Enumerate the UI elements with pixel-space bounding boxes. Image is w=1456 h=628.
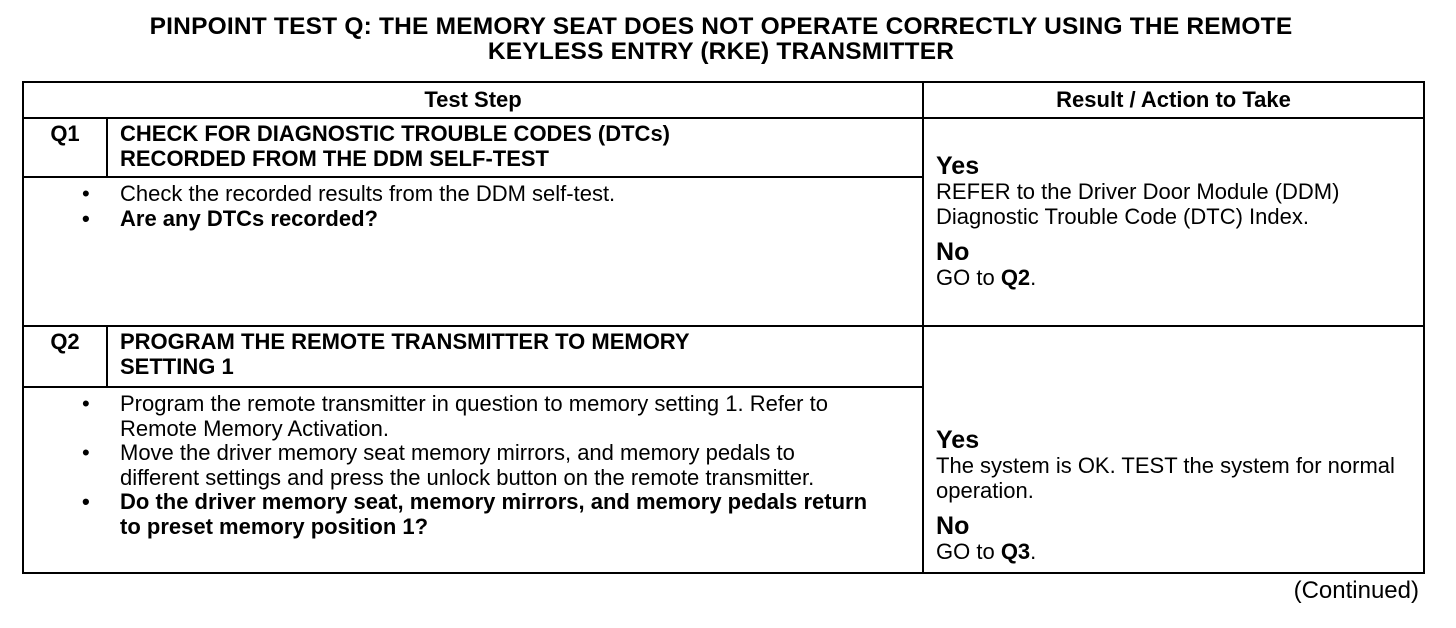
- result-header: Result / Action to Take: [923, 82, 1424, 118]
- no-action-prefix: GO to: [936, 265, 1001, 291]
- table-header-row: [23, 82, 1424, 118]
- test-step-header: Test Step: [23, 82, 923, 118]
- step-bullet-text: Are any DTCs recorded?: [120, 205, 378, 231]
- no-action-text: [936, 266, 1415, 291]
- step-bullet-list: [36, 392, 914, 539]
- step-id: Q2: [23, 326, 107, 387]
- step-title: [107, 118, 923, 177]
- step-bullet-text: Move the driver memory seat memory mirrors, and memory pedals to different settings and press the unlock button on the remote transmitter.: [120, 440, 815, 490]
- step-title-line-1: PROGRAM THE REMOTE TRANSMITTER TO MEMORY: [120, 329, 690, 354]
- no-action-prefix: GO to: [936, 539, 1001, 564]
- step-bullet-text: Program the remote transmitter in question to memory setting 1. Refer to Remote Memory Activation.: [120, 391, 828, 441]
- title-line-2: KEYLESS ENTRY (RKE) TRANSMITTER: [487, 38, 955, 65]
- step-title-line-1: CHECK FOR DIAGNOSTIC TROUBLE CODES (DTCs): [120, 121, 670, 146]
- step-title-line-2: RECORDED FROM THE DDM SELF-TEST: [120, 145, 549, 171]
- yes-action-text: REFER to the Driver Door Module (DDM) Diagnostic Trouble Code (DTC) Index.: [936, 179, 1340, 229]
- yes-label: Yes: [936, 152, 980, 181]
- yes-label: Yes: [936, 426, 980, 454]
- step-bullet-item: [82, 440, 874, 490]
- bullet-icon: •: [82, 391, 90, 416]
- no-action-suffix: .: [1030, 265, 1037, 291]
- step-body: [23, 387, 923, 573]
- step-bullet-item: [82, 205, 914, 232]
- step-title-row: [23, 118, 1424, 177]
- bullet-icon: •: [82, 489, 90, 514]
- step-result-cell: [923, 118, 1424, 326]
- bullet-icon: •: [82, 440, 90, 465]
- step-title: [107, 326, 923, 387]
- title-line-1: PINPOINT TEST Q: THE MEMORY SEAT DOES NOT OPERATE CORRECTLY USING THE REMOTE: [149, 13, 1293, 40]
- continued-label: (Continued): [1293, 577, 1419, 604]
- no-label: No: [936, 512, 970, 540]
- step-title-row: [23, 326, 1424, 387]
- step-id: Q1: [23, 118, 107, 177]
- no-action-suffix: .: [1030, 539, 1037, 564]
- pinpoint-test-title: [0, 14, 1442, 64]
- pinpoint-test-table: [22, 81, 1425, 574]
- bullet-icon: •: [82, 205, 90, 231]
- step-bullet-item: [82, 181, 914, 207]
- no-label: No: [936, 238, 970, 267]
- yes-action-text: The system is OK. TEST the system for normal operation.: [936, 453, 1395, 503]
- bullet-icon: •: [82, 181, 90, 206]
- step-title-line-2: SETTING 1: [120, 353, 234, 379]
- step-bullet-item: [82, 391, 874, 441]
- step-bullet-list: [36, 182, 914, 231]
- step-bullet-item: [82, 489, 874, 539]
- step-bullet-text: Check the recorded results from the DDM self-test.: [120, 181, 616, 206]
- no-action-target: Q2: [1000, 265, 1031, 291]
- no-action-text: [936, 540, 1415, 565]
- no-action-target: Q3: [1000, 539, 1031, 564]
- step-result-cell: [923, 326, 1424, 573]
- step-bullet-text: Do the driver memory seat, memory mirrors, and memory pedals return to preset memory position 1?: [120, 489, 868, 539]
- step-body: [23, 177, 923, 326]
